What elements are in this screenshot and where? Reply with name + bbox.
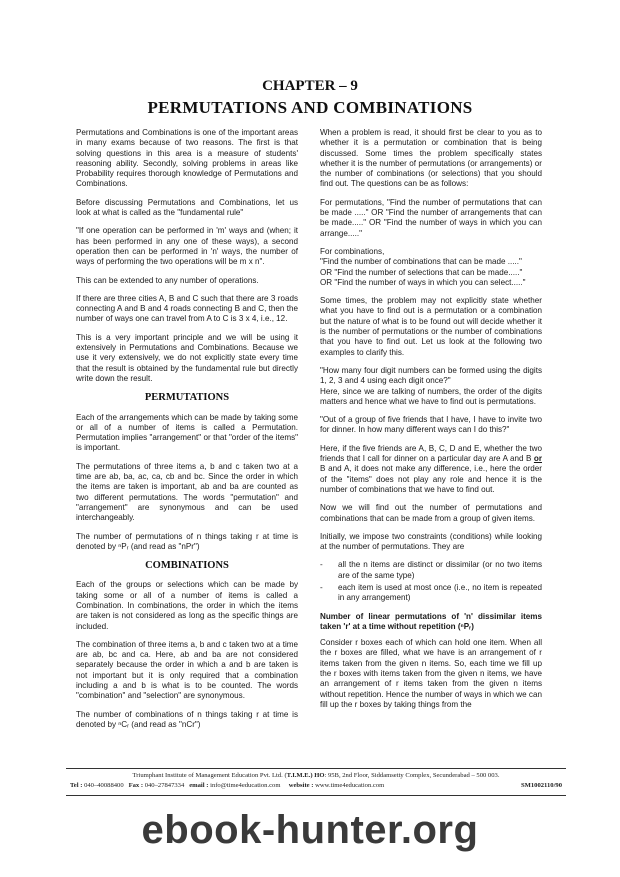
footer-contact: Tel : 040–40088400 Fax : 040–27847334 email : info@time4education.com website : www.time4education.com (70, 782, 385, 789)
paragraph: When a problem is read, it should first be clear to you as to whether it is a permutation or combination that is being discussed. Some times the problem specifically states whether it is the number of permutations (or arrangements) or the number of combinations (or selections) that you should find out. The questions can be as follows: (320, 128, 542, 189)
paragraph: The number of combinations of n things taking r at time is denoted by ⁿCᵣ (and read as "nCr") (76, 709, 298, 729)
paragraph: Before discussing Permutations and Combinations, let us look at what is called as the "fundamental rule" (76, 197, 298, 218)
paragraph: Permutations and Combinations is one of the important areas in many exams because of two reasons. The first is that solving questions in this area is a measure of students' reasoning ability. Secondly, solving problems in areas like Probability requires thorough knowledge of Permutations and Combinations. (76, 128, 298, 189)
section-heading-combinations: COMBINATIONS (145, 560, 229, 572)
paragraph: Initially, we impose two constraints (conditions) while looking at the number of permutations. They are (320, 531, 542, 552)
paragraph-line: OR "Find the number of ways in which you can select....." (320, 277, 526, 287)
paragraph: The permutations of three items a, b and c taken two at a time are ab, ba, ac, ca, cb and bc. Since the order in which the items are taken is important, ab and ba are counted as two different permutations. The words "permutation" and "arrangement" are synonymous and can be used interchangeably. (76, 461, 298, 523)
watermark-text: ebook-hunter.org (141, 808, 479, 852)
paragraph-line: "How many four digit numbers can be formed using the digits 1, 2, 3 and 4 using each digit once?" (320, 365, 542, 386)
paragraph: Now we will find out the number of permutations and combinations that can be made from a group of given items. (320, 503, 542, 523)
paragraph: This is a very important principle and we will be using it extensively in Permutations and Combinations. Because we use it very extensively, we do not explicitly state every time that the result is obtained by the fundamental rule but directly write down the result. (76, 332, 298, 383)
paragraph-line: For combinations, (320, 246, 385, 256)
constraint-list (320, 560, 542, 603)
paragraph-line: OR "Find the number of selections that can be made....." (320, 267, 523, 277)
chapter-heading: CHAPTER – 9 (262, 78, 358, 94)
right-column (320, 128, 542, 718)
paragraph: "Out of a group of five friends that I have, I have to invite two for dinner. In how many different ways can I do this?" (320, 415, 542, 435)
paragraph: The number of permutations of n things taking r at time is denoted by ⁿPᵣ (and read as "nPr") (76, 531, 298, 551)
left-column (76, 128, 298, 738)
list-item: - each item is used at most once (i.e., no item is repeated in any arrangement) (320, 582, 542, 603)
paragraph (320, 366, 542, 407)
section-heading-permutations: PERMUTATIONS (144, 392, 230, 404)
paragraph: This can be extended to any number of operations. (76, 275, 259, 285)
paragraph-line: "Find the number of combinations that can be made ....." (320, 257, 522, 267)
page-title: PERMUTATIONS AND COMBINATIONS (147, 98, 473, 117)
paragraph: For permutations, "Find the number of permutations that can be made ....." OR "Find the number of arrangements that can be made....." OR "Find the number of ways in which you can arrange....." (320, 197, 542, 238)
paragraph: Consider r boxes each of which can hold one item. When all the r boxes are filled, what we have is an arrangement of r items taken from the given n items. So, each time we fill up the r boxes with items taken from the given n items, we have an arrangement of r items taken from the given n items without repetition. Hence the number of ways in which we can fill up the r boxes by taking things from the (320, 638, 542, 709)
paragraph-text: B and A, it does not make any difference, i.e., here the order of the "items" does not play any role and hence it is the number of combinations that we have to find out. (320, 464, 542, 494)
paragraph-text: Here, if the five friends are A, B, C, D and E, whether the two friends that I call for dinner on a particular day are A and B (320, 443, 542, 464)
paragraph: If there are three cities A, B and C such that there are 3 roads connecting A and B and 4 roads connecting B and C, then the number of ways one can travel from A to C is 3 x 4, i.e., 12. (76, 293, 298, 324)
paragraph: The combination of three items a, b and c taken two at a time are ab, bc and ca. Here, ab and ba are not considered separately because the order in which a and b are taken is not important but it is only required that a combination including a and b is what is to be counted. The words "combination" and "selection" are synonymous. (76, 639, 298, 701)
page-footer (66, 768, 566, 796)
list-item: - all the n items are distinct or dissimilar (or no two items are of the same type) (320, 560, 542, 580)
document-code: SM1002110/90 (520, 782, 562, 789)
email-link[interactable]: info@time4education.com (210, 782, 281, 789)
paragraph: Each of the arrangements which can be made by taking some or all of a number of items is called a Permutation. Permutation implies "arrangement" or that "order of the items" is important. (76, 412, 298, 453)
paragraph-line: Here, since we are talking of numbers, the order of the digits matters and hence what we have to find out is permutations. (320, 386, 542, 406)
footer-address: Triumphant Institute of Management Education Pvt. Ltd. (T.I.M.E.) HO: 95B, 2nd Floor, Siddamsetty Complex, Secunderabad – 500 003. (132, 772, 500, 779)
paragraph: Each of the groups or selections which can be made by taking some or all of a number of items is called a Combination. In combinations, the order in which the items are taken is not considered as long as the specific things are included. (76, 580, 298, 631)
emphasis-or: or (533, 454, 542, 464)
website-link[interactable]: www.time4education.com (315, 782, 385, 789)
paragraph (320, 444, 542, 495)
paragraph: Some times, the problem may not explicitly state whether what you have to find out is a permutation or a combination but the nature of what is to be found out will decide whether it is the number of permutations or the number of combinations that you have to find out. Let us look at the following two examples to clarify this. (320, 296, 542, 357)
paragraph (320, 247, 542, 288)
paragraph: "If one operation can be performed in 'm' ways and (when; it has been performed in any one of these ways), a second operation then can be performed in 'n' ways, the number of ways of performing the two operations will be m x n". (76, 226, 298, 267)
subsection-heading: Number of linear permutations of 'n' dissimilar items taken 'r' at a time without repetition (ⁿPᵣ) (320, 611, 542, 631)
